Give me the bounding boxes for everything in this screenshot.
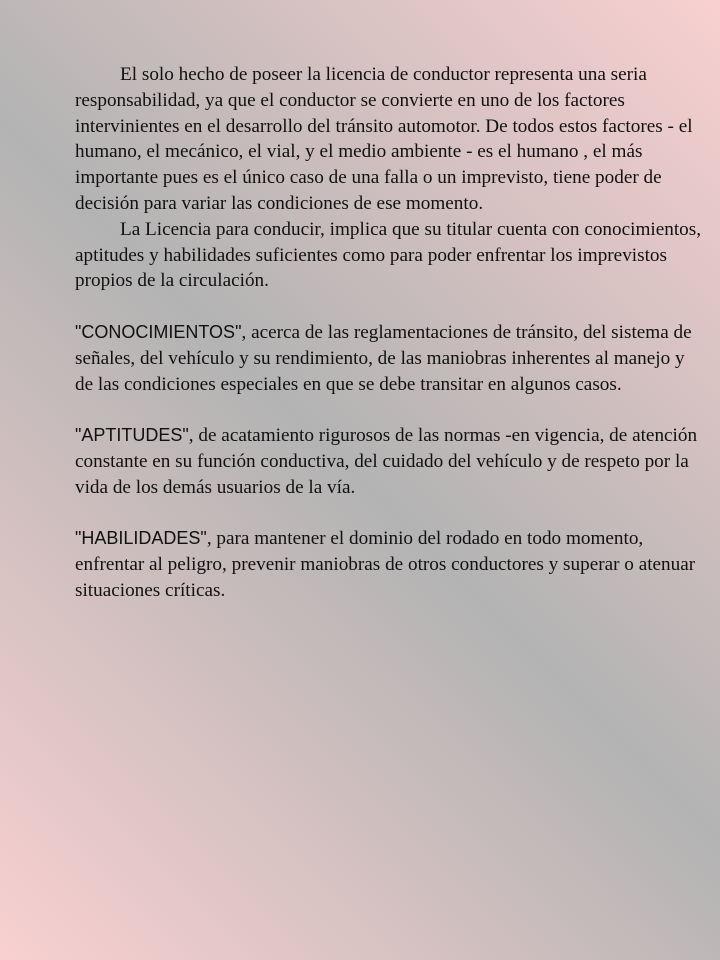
definition-conocimientos-text: , acerca de las reglamentaciones de tránsito, del sistema de señales, del vehículo y su rendimiento, de las maniobras inherentes al manejo y de las condiciones especiales en que se debe transitar en algunos casos.	[75, 321, 692, 395]
text-block	[75, 62, 705, 604]
definition-aptitudes	[75, 423, 705, 500]
spacer	[75, 294, 705, 320]
spacer	[75, 501, 705, 527]
term-aptitudes: "APTITUDES"	[75, 425, 189, 446]
definition-habilidades	[75, 526, 705, 603]
definition-aptitudes-text: , de acatamiento rigurosos de las normas -en vigencia, de atención constante en su función conductiva, del cuidado del vehículo y de respeto por la vida de los demás usuarios de la vía.	[75, 425, 698, 498]
license-paragraph: La Licencia para conducir, implica que su titular cuenta con conocimientos, aptitudes y habilidades suficientes como para poder enfrentar los imprevistos propios de la circulación.	[75, 218, 702, 292]
term-habilidades: "HABILIDADES"	[75, 528, 207, 549]
definition-habilidades-text: , para mantener el dominio del rodado en todo momento, enfrentar al peligro, prevenir maniobras de otros conductores y superar o atenuar situaciones críticas.	[75, 528, 696, 601]
spacer	[75, 397, 705, 423]
term-conocimientos: "CONOCIMIENTOS"	[75, 321, 242, 342]
intro-paragraph: El solo hecho de poseer la licencia de conductor representa una seria responsabilidad, ya que el conductor se convierte en uno de los factores intervinientes en el desarrollo del tránsito automotor. De todos estos factores - el humano, el mecánico, el vial, y el medio ambiente - es el humano , el más importante pues es el único caso de una falla o un imprevisto, tiene poder de decisión para variar las condiciones de ese momento.	[75, 64, 693, 214]
definition-conocimientos	[75, 320, 705, 397]
